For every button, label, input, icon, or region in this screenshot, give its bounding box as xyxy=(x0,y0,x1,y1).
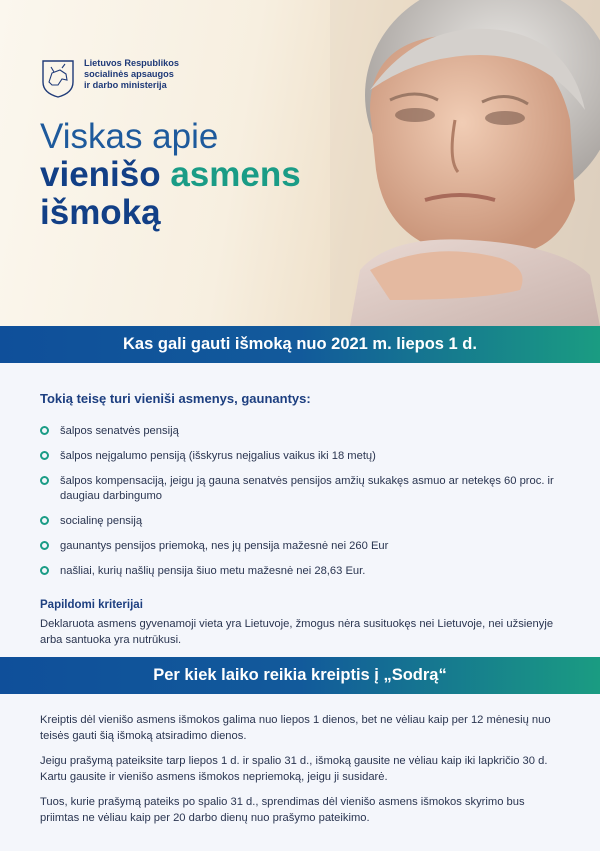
elderly-woman-photo xyxy=(330,0,600,326)
title-line-2-a: vienišo xyxy=(40,155,171,194)
criteria-title: Papildomi kriterijai xyxy=(40,599,143,611)
section-heading-eligibility: Kas gali gauti išmoką nuo 2021 m. liepos 1 d. xyxy=(0,326,600,363)
ministry-line: ir darbo ministerija xyxy=(84,80,167,90)
title-line-2 xyxy=(40,156,301,194)
eligibility-list xyxy=(40,424,560,579)
list-item xyxy=(40,539,560,554)
deadline-paragraph-2: Jeigu prašymą pateiksite tarp liepos 1 d. ir spalio 31 d., išmoką gausite ne vėliau kaip iki lapkričio 30 d. Kartu gausite ir vienišo asmens išmokos nepriemoką, jeigu ji susidarė. xyxy=(40,755,548,783)
ministry-logo xyxy=(40,58,179,98)
list-item-text: socialinę pensiją xyxy=(60,515,143,527)
list-item xyxy=(40,424,560,439)
circle-bullet-icon xyxy=(40,516,49,525)
circle-bullet-icon xyxy=(40,541,49,550)
list-item xyxy=(40,449,560,464)
title-line-2-b: asmens xyxy=(170,155,301,194)
deadline-paragraph-1: Kreiptis dėl vienišo asmens išmokos galima nuo liepos 1 dienos, bet ne vėliau kaip per 12 mėnesių nuo teisės gauti šią išmoką atsiradimo dienos. xyxy=(40,714,551,742)
list-item-text: šalpos senatvės pensiją xyxy=(60,425,179,437)
list-item-text: šalpos kompensaciją, jeigu ją gauna senatvės pensijos amžių sukakęs asmuo ar netekęs 60 proc. ir daugiau darbingumo xyxy=(60,475,554,502)
title-line-1: Viskas apie xyxy=(40,117,219,156)
deadline-paragraph-3: Tuos, kurie prašymą pateiks po spalio 31 d., sprendimas dėl vienišo asmens išmokos skyrimo bus priimtas ne vėliau kaip per 20 darbo dienų nuo prašymo pateikimo. xyxy=(40,796,525,824)
list-item-text: našliai, kurių našlių pensija šiuo metu mažesnė nei 28,63 Eur. xyxy=(60,565,366,577)
ministry-line: Lietuvos Respublikos xyxy=(84,58,179,68)
list-item xyxy=(40,564,560,579)
circle-bullet-icon xyxy=(40,566,49,575)
circle-bullet-icon xyxy=(40,426,49,435)
section-heading-deadline: Per kiek laiko reikia kreiptis į „Sodrą“ xyxy=(0,657,600,694)
ministry-line: socialinės apsaugos xyxy=(84,69,174,79)
hero-banner xyxy=(0,0,600,326)
eligibility-intro: Tokią teisę turi vieniši asmenys, gaunantys: xyxy=(40,391,311,406)
list-item xyxy=(40,514,560,529)
list-item-text: šalpos neįgalumo pensiją (išskyrus neįgalius vaikus iki 18 metų) xyxy=(60,450,376,462)
circle-bullet-icon xyxy=(40,476,49,485)
coat-of-arms-icon xyxy=(40,58,76,98)
ministry-name xyxy=(84,58,179,91)
page-title xyxy=(40,118,301,232)
title-line-3: išmoką xyxy=(40,193,161,232)
list-item-text: gaunantys pensijos priemoką, nes jų pensija mažesnė nei 260 Eur xyxy=(60,540,389,552)
list-item xyxy=(40,474,560,504)
criteria-text: Deklaruota asmens gyvenamoji vieta yra Lietuvoje, žmogus nėra susituokęs nei Lietuvoje, nei užsienyje arba santuoka yra nutrūkusi. xyxy=(40,618,554,646)
circle-bullet-icon xyxy=(40,451,49,460)
